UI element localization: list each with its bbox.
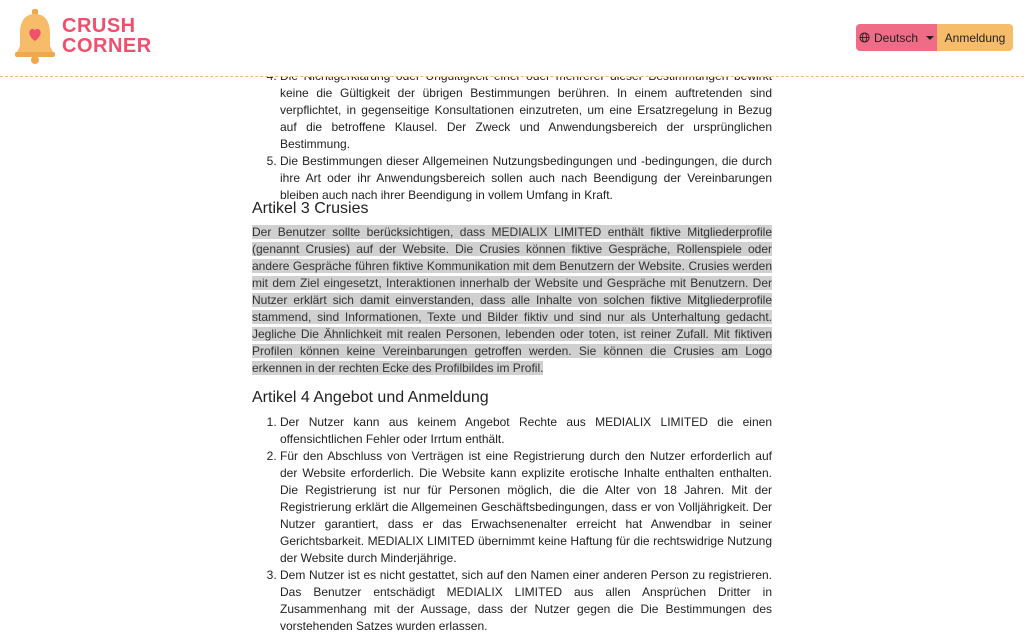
article3-heading: Artikel 3 Crusies	[252, 200, 369, 217]
article3-text	[252, 224, 772, 377]
language-label: Deutsch	[873, 30, 919, 45]
logo-line2: CORNER	[62, 35, 152, 57]
list-item: 2. Für den Abschluss von Verträgen ist eine Registrierung durch den Nutzer erforderlich auf der Website erforderlich. Die Website kann explizite erotische Inhalte enthalten enthalten. Die Registrierung ist nur für Personen möglich, die die Alter von 18 Jahren. Mit der Registrierung erklärt die Allgemeinen Geschäftsbedingungen, dass er von Volljährigkeit. Der Nutzer garantiert, dass er das Erwachsenenalter erreicht hat Anwendbar in seiner Gerichtsbarkeit. MEDIALIX LIMITED übernimmt keine Haftung für die rechtswidrige Nutzung der Website durch Minderjährige.	[280, 448, 772, 567]
list-item: 5. Die Bestimmungen dieser Allgemeinen Nutzungsbedingungen und -bedingungen, die durch ihre Art oder ihr Anwendungsbereich sollen auch nach Beendigung der Vereinbarungen bleiben auch nach ihrer Beendigung in vollem Umfang in Kraft.	[280, 153, 772, 204]
logo[interactable]	[14, 8, 152, 64]
login-button[interactable]: Anmeldung	[937, 24, 1013, 51]
logo-text	[62, 16, 152, 56]
selected-text: Der Benutzer sollte berücksichtigen, dass MEDIALIX LIMITED enthält fiktive Mitgliederprofile (genannt Crusies) auf der Website. Die Crusies können fiktive Gespräche, Rollenspiele oder andere Gespräche führen fiktive Kommunikation mit dem Benutzern der Website. Crusies werden mit dem Ziel eingesetzt, Interaktionen innerhalb der Website und Gespräche mit Benutzern. Der Nutzer erklärt sich damit einverstanden, dass alle Inhalte von solchen fiktive Mitgliederprofile stammend, sind Informationen, Texte und Bilder fiktiv und sind nur als Unterhaltung gedacht. Jegliche Die Ähnlichkeit mit realen Personen, lebenden oder toten, ist reiner Zufall. Mit fiktiven Profilen können keine Vereinbarungen getroffen werden. Sie können die Crusies am Logo erkennen in der rechten Ecke des Profilbildes im Profil.	[252, 225, 772, 375]
logo-line1: CRUSH	[62, 15, 136, 37]
language-dropdown[interactable]	[856, 24, 937, 51]
article4-list	[252, 414, 772, 635]
article2-list	[252, 68, 772, 204]
list-item: 3. Dem Nutzer ist es nicht gestattet, sich auf den Namen einer anderen Person zu registrieren. Das Benutzer entschädigt MEDIALIX LIMITED aus allen Ansprüchen Dritter in Zusammenhang mit der Aussage, dass der Nutzer gegen die Die Bestimmungen des vorstehenden Satzes wurden erlassen.	[280, 567, 772, 635]
bell-heart-icon	[14, 8, 56, 64]
chevron-down-icon	[926, 36, 934, 40]
site-header	[0, 0, 1024, 77]
article4-heading: Artikel 4 Angebot und Anmeldung	[252, 389, 489, 406]
list-item: 4. keine die Gültigkeit der übrigen Bestimmungen berühren. In einem auftretenden sind verpflichtet, in gegenseitige Konsultationen einzutreten, um eine Ersatzregelung in Bezug auf die betroffene Klausel. Der Zweck und Anwendungsbereich der ursprünglichen Bestimmung.	[280, 68, 772, 153]
globe-icon	[859, 32, 870, 43]
list-item: 1. Der Nutzer kann aus keinem Angebot Rechte aus MEDIALIX LIMITED die einen offensichtlichen Fehler oder Irrtum enthält.	[280, 414, 772, 448]
